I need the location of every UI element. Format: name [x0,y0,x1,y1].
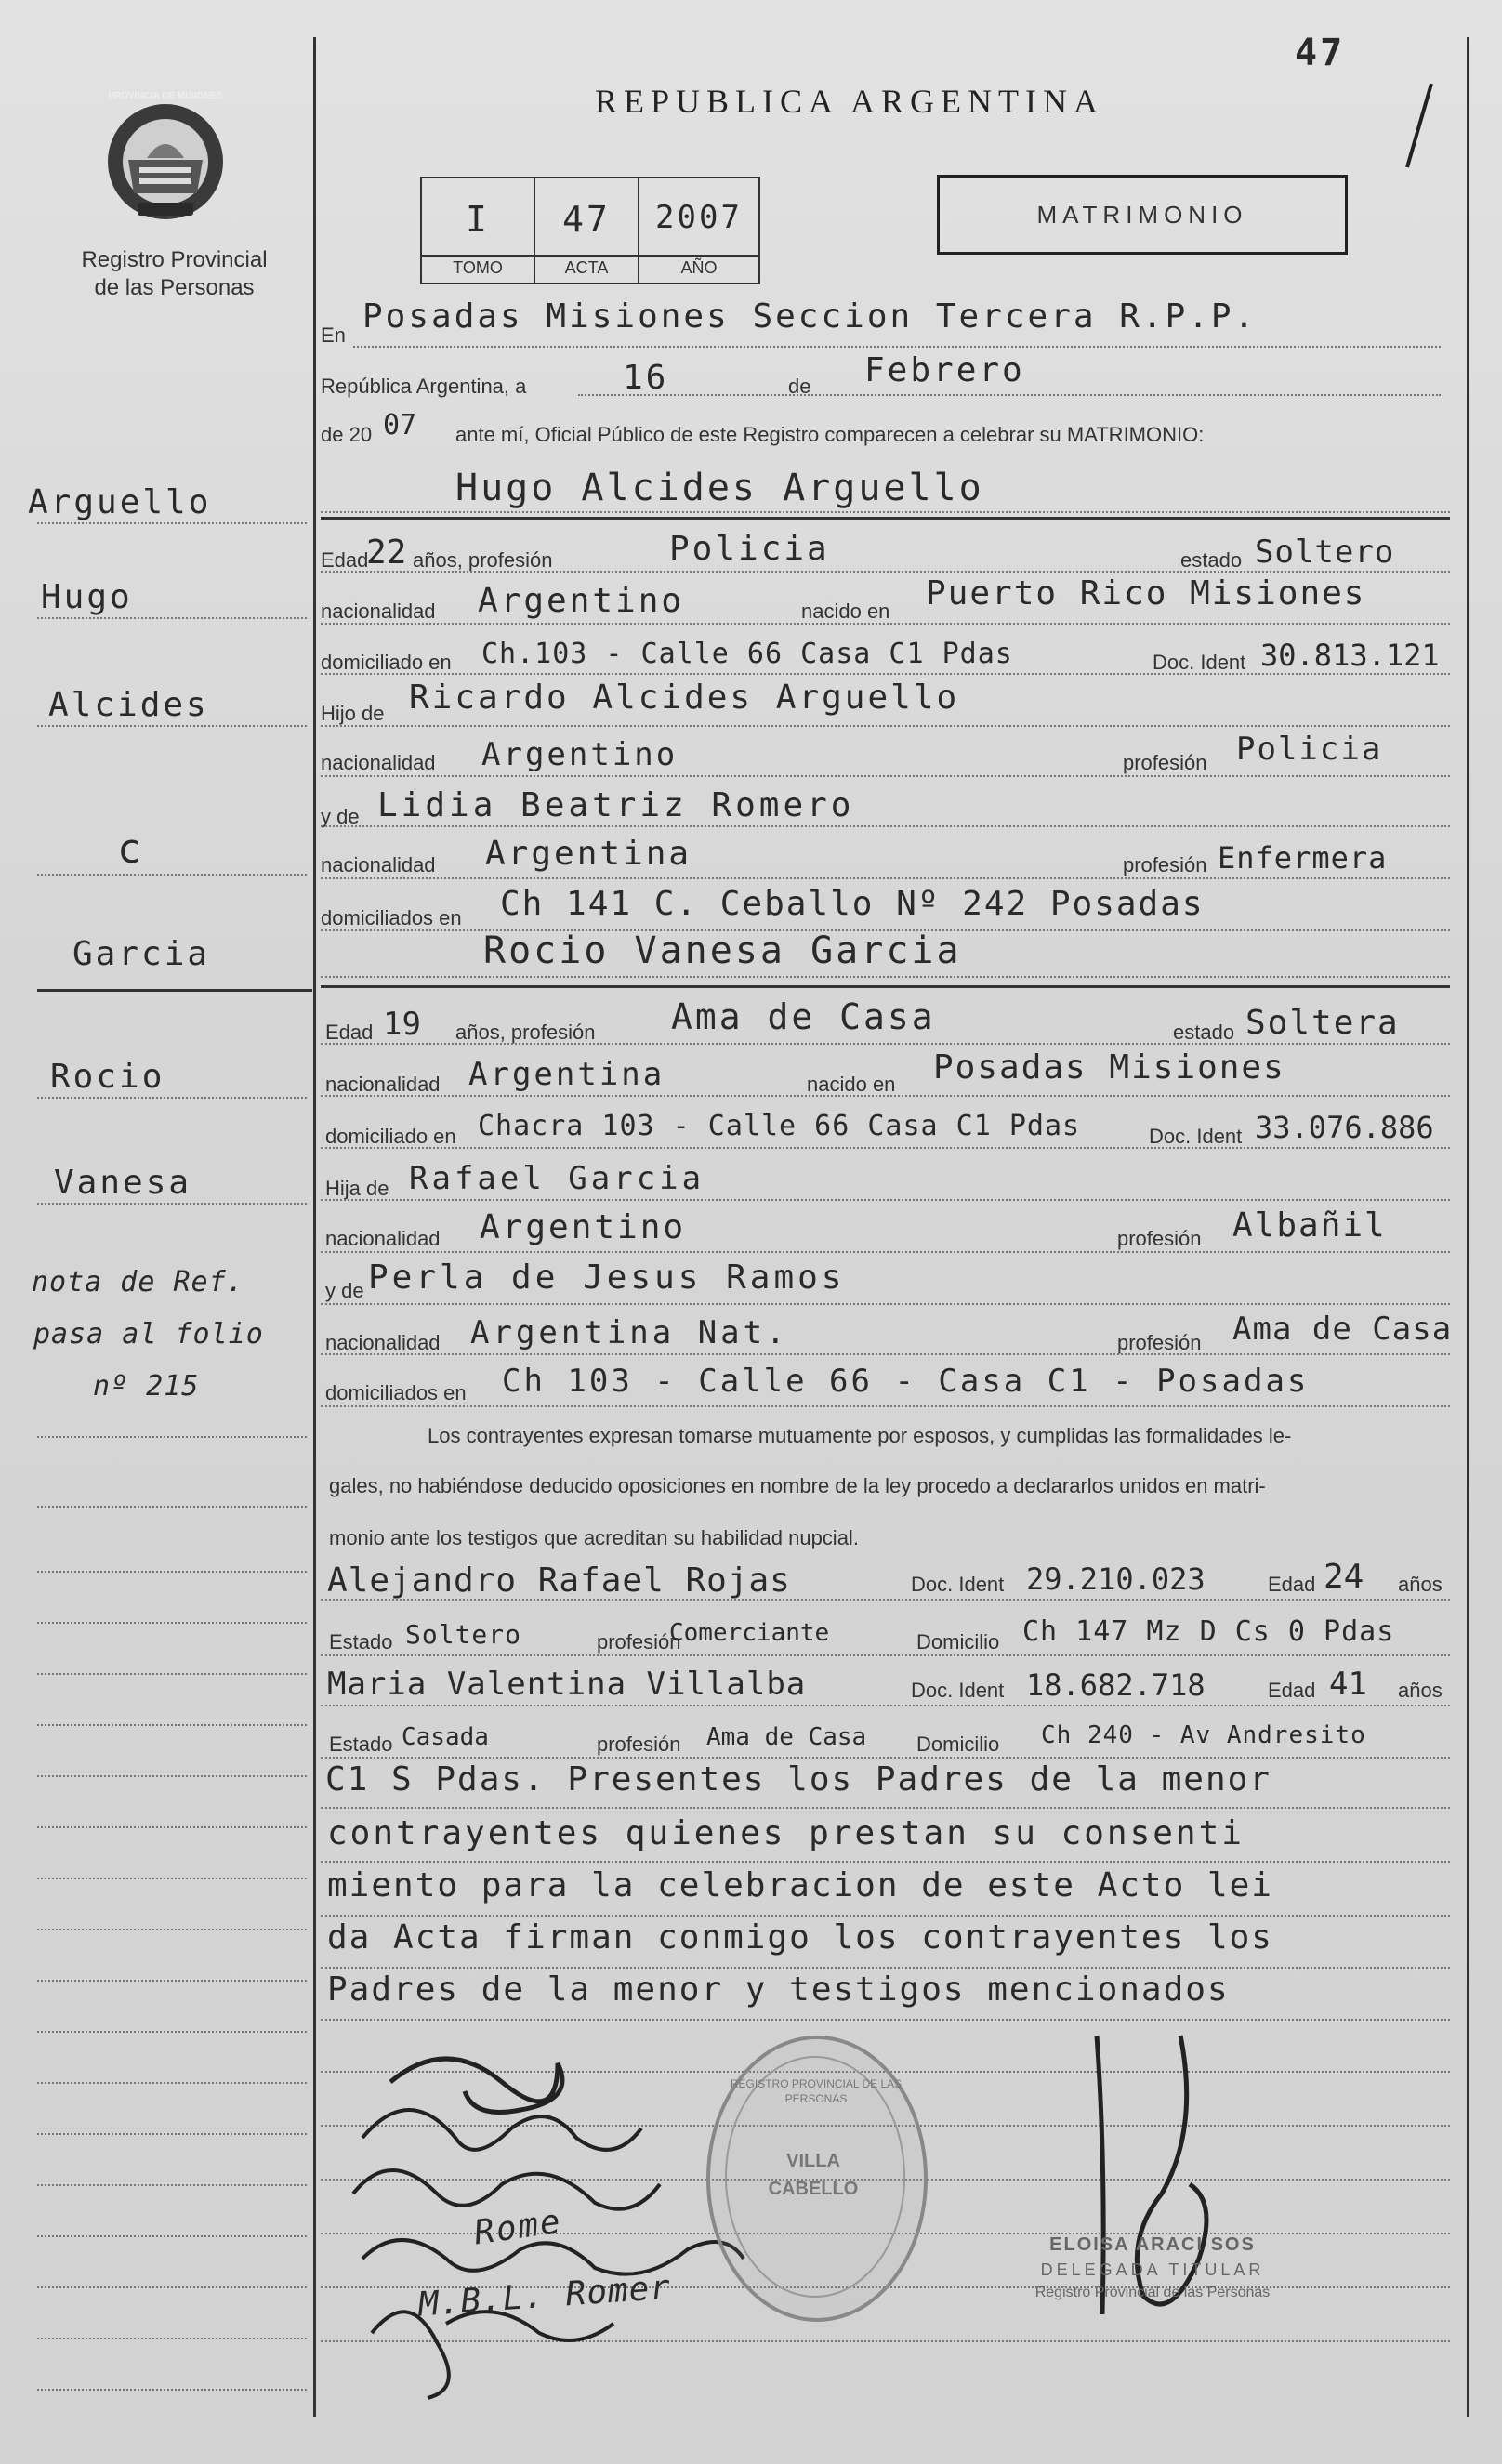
margin-groom-surname: Arguello [28,483,212,521]
notes-line2: contrayentes quienes prestan su consenti [327,1814,1245,1852]
witness2-name: Maria Valentina Villalba [327,1666,807,1703]
bride-doc-label: Doc. Ident [1149,1125,1243,1148]
en-label: En [321,323,346,347]
witness1-edad-label: Edad [1268,1573,1316,1596]
officer-name: ELOISA ARACI SOS [1049,2234,1256,2255]
groom-nacido-label: nacido en [801,600,890,623]
country-title: REPUBLICA ARGENTINA [595,83,1105,120]
witness2-age: 41 [1329,1666,1367,1703]
bride-nationality: Argentina [468,1056,665,1093]
groom-hijo-label: Hijo de [321,702,385,725]
signature-rome: Rome [471,2202,565,2253]
groom-mother-nacionalidad-label: nacionalidad [321,853,436,876]
bride-doc-number: 33.076.886 [1255,1110,1434,1145]
year-suffix: 07 [383,409,417,441]
margin-connector: c [117,825,145,873]
witness2-doc-label: Doc. Ident [911,1679,1005,1702]
signature-romer: M.B.L. Romer [416,2268,673,2325]
registry-name-line1: Registro Provincial [81,247,268,272]
seal-center-text1: VILLA [786,2151,840,2171]
margin-divider [313,37,316,2417]
bride-edad-label: Edad [325,1021,374,1044]
groom-father: Ricardo Alcides Arguello [409,679,960,717]
groom-parents-address: Ch 141 C. Ceballo Nº 242 Posadas [500,885,1205,923]
groom-nacionalidad-label: nacionalidad [321,600,436,623]
bride-father-profesion-label: profesión [1117,1227,1202,1250]
witness2-anios-label: años [1398,1679,1443,1702]
margin-bride-name1: Rocio [50,1058,165,1096]
intro-statement: ante mí, Oficial Público de este Registro comparecen a celebrar su MATRIMONIO: [455,423,1205,446]
declaration-line3: monio ante los testigos que acreditan su habilidad nupcial. [329,1526,859,1549]
witness1-address: Ch 147 Mz D Cs 0 Pdas [1022,1615,1395,1648]
record-number-box [420,177,760,284]
witness1-profesion-label: profesión [597,1630,681,1654]
groom-age: 22 [366,534,407,572]
bride-hija-label: Hija de [325,1177,389,1200]
groom-mother: Lidia Beatriz Romero [377,786,855,824]
document-type-box: MATRIMONIO [937,175,1348,255]
witness2-edad-label: Edad [1268,1679,1316,1702]
bride-profession: Ama de Casa [671,996,936,1037]
bride-father-nacionalidad-label: nacionalidad [325,1227,441,1250]
republica-label: República Argentina, a [321,375,527,398]
witness2-profession: Ama de Casa [706,1723,867,1751]
declaration-line2: gales, no habiéndose deducido oposiciones en nombre de la ley procedo a declararlos unidos en matri- [329,1474,1266,1497]
margin-groom-name1: Hugo [41,578,133,616]
witness2-estado-label: Estado [329,1733,393,1756]
margin-bride-name2: Vanesa [54,1164,192,1202]
groom-domicilio-label: domiciliado en [321,651,452,674]
groom-address: Ch.103 - Calle 66 Casa C1 Pdas [481,638,1013,670]
bride-mother-profession: Ama de Casa [1232,1311,1453,1348]
groom-doc-label: Doc. Ident [1153,651,1246,674]
bride-full-name: Rocio Vanesa Garcia [483,929,962,972]
margin-bride-surname: Garcia [72,935,211,973]
declaration-line1: Los contrayentes expresan tomarse mutuamente por esposos, y cumplidas las formalidades le- [428,1424,1292,1447]
groom-father-profession: Policia [1236,731,1383,768]
groom-yde-label: y de [321,805,360,828]
witness2-marital-status: Casada [402,1723,489,1751]
groom-profession: Policia [669,530,830,568]
logo-ring-text: PROVINCIA DE MISIONES [108,91,223,101]
registry-name-line2: de las Personas [94,275,255,300]
notes-line4: da Acta firman conmigo los contrayentes los [327,1918,1273,1957]
witness2-doc-number: 18.682.718 [1026,1667,1206,1703]
bride-parents-domicilio-label: domiciliados en [325,1381,467,1404]
witness1-domicilio-label: Domicilio [916,1630,1000,1654]
bride-mother: Perla de Jesus Ramos [368,1258,846,1297]
groom-father-nacionalidad-label: nacionalidad [321,751,436,774]
witness1-marital-status: Soltero [405,1619,522,1650]
bride-birthplace: Posadas Misiones [933,1048,1285,1087]
witness1-doc-number: 29.210.023 [1026,1561,1206,1597]
bride-nacionalidad-label: nacionalidad [325,1073,441,1096]
groom-mother-profession: Enfermera [1218,840,1388,876]
bride-domicilio-label: domiciliado en [325,1125,456,1148]
anio-value: 2007 [655,199,743,236]
bride-estado-label: estado [1173,1021,1235,1044]
margin-note-line2: pasa al folio [33,1318,264,1351]
groom-full-name: Hugo Alcides Arguello [455,467,984,509]
anio-label: AÑO [680,258,718,277]
groom-birthplace: Puerto Rico Misiones [926,574,1366,613]
witness1-name: Alejandro Rafael Rojas [327,1561,791,1600]
year-prefix: de 20 [321,423,373,446]
month: Febrero [864,351,1025,389]
place: Posadas Misiones Seccion Tercera R.P.P. [362,297,1258,336]
bride-nacido-label: nacido en [807,1073,896,1096]
groom-nationality: Argentino [478,582,685,620]
witness2-profesion-label: profesión [597,1733,681,1756]
groom-father-nationality: Argentino [481,736,679,773]
day: 16 [623,359,669,397]
witness1-estado-label: Estado [329,1630,393,1654]
bride-father: Rafael Garcia [409,1160,705,1197]
right-border [1467,37,1469,2417]
corner-slash-mark [1394,74,1450,186]
notes-line1: C1 S Pdas. Presentes los Padres de la menor [325,1760,1271,1799]
margin-note-line3: nº 215 [93,1370,200,1403]
seal-center-text2: CABELLO [768,2179,859,2199]
bride-age: 19 [383,1006,421,1043]
seal-outer-text: REGISTRO PROVINCIAL DE LAS PERSONAS [730,2077,903,2105]
witness2-domicilio-label: Domicilio [916,1733,1000,1756]
de-label: de [788,375,811,398]
groom-parents-domicilio-label: domiciliados en [321,906,462,929]
officer-org: Registro Provincial de las Personas [1034,2285,1271,2300]
page-number: 47 [1295,32,1346,74]
groom-father-profesion-label: profesión [1123,751,1207,774]
witness1-anios-label: años [1398,1573,1443,1596]
bride-father-nationality: Argentino [480,1208,687,1246]
bride-father-profession: Albañil [1232,1206,1387,1245]
tomo-label: TOMO [453,258,503,277]
acta-value: 47 [562,199,611,240]
groom-estado-label: estado [1180,548,1243,572]
bride-address: Chacra 103 - Calle 66 Casa C1 Pdas [478,1110,1081,1142]
groom-mother-nationality: Argentina [485,835,692,873]
bride-anios-label: años, profesión [455,1021,596,1044]
bride-yde-label: y de [325,1279,364,1302]
province-logo [100,93,231,232]
officer-title: DELEGADA TITULAR [1040,2260,1265,2279]
witness1-profession: Comerciante [669,1619,830,1647]
witness2-address: Ch 240 - Av Andresito [1041,1721,1366,1749]
witness1-age: 24 [1324,1558,1364,1596]
groom-edad-label: Edad [321,548,369,572]
bride-mother-profesion-label: profesión [1117,1331,1202,1354]
bride-parents-address: Ch 103 - Calle 66 - Casa C1 - Posadas [502,1363,1310,1400]
acta-label: ACTA [564,258,609,277]
bride-marital-status: Soltera [1245,1004,1400,1042]
bride-mother-nacionalidad-label: nacionalidad [325,1331,441,1354]
witness1-doc-label: Doc. Ident [911,1573,1005,1596]
official-seal [706,2036,928,2322]
margin-note-line1: nota de Ref. [32,1266,244,1298]
margin-groom-name2: Alcides [48,686,209,724]
groom-marital-status: Soltero [1255,534,1395,571]
tomo-value: I [466,199,490,240]
groom-mother-profesion-label: profesión [1123,853,1207,876]
groom-doc-number: 30.813.121 [1260,638,1440,673]
notes-line5: Padres de la menor y testigos mencionados [327,1970,1230,2009]
groom-anios-label: años, profesión [413,548,553,572]
bride-mother-nationality: Argentina Nat. [470,1314,789,1351]
notes-line3: miento para la celebracion de este Acto lei [327,1866,1273,1904]
